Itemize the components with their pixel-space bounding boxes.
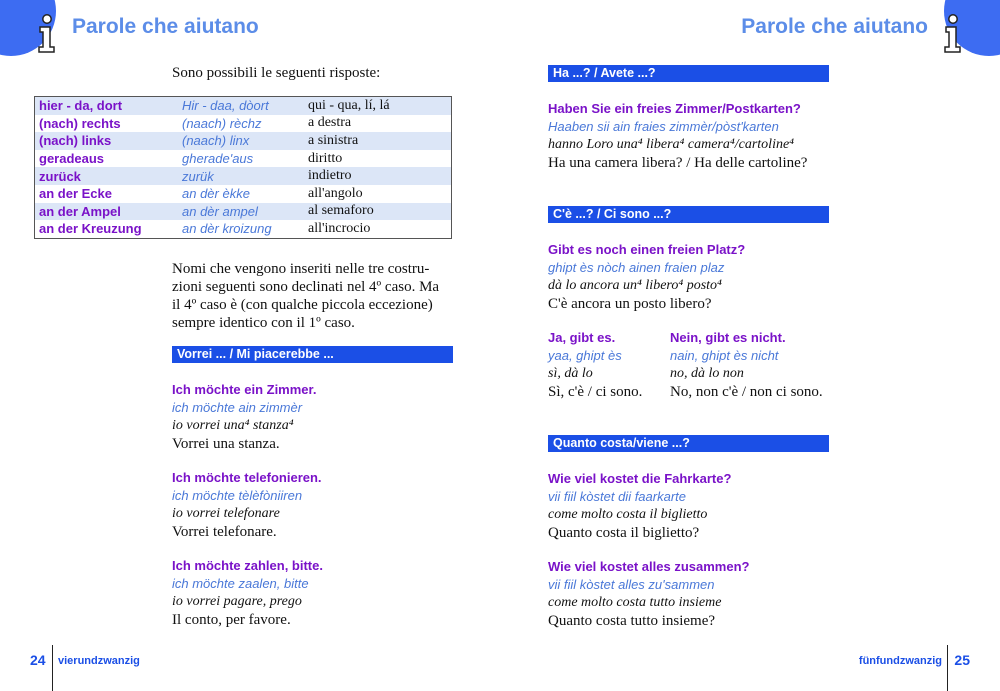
german-phrase: Ich möchte zahlen, bitte. [172,558,323,573]
german-phrase: Ich möchte telefonieren. [172,470,322,485]
table-row [35,185,452,203]
pronunciation: vii fiil kòstet dii faarkarte [548,489,686,504]
german-word: an der Ampel [35,203,179,221]
italian-word: diritto [308,150,343,166]
literal-translation: dà lo ancora un⁴ libero⁴ posto⁴ [548,278,722,293]
declension-paragraph [172,260,454,332]
german-word: hier - da, dort [35,97,179,115]
directions-table [34,96,452,239]
italian-translation: Quanto costa tutto insieme? [548,613,716,629]
table-row [35,97,452,115]
italian-translation: Vorrei una stanza. [172,436,280,452]
phrase-entry [548,470,731,542]
footer-divider-left [52,645,53,691]
italian-translation: Vorrei telefonare. [172,524,277,540]
german-word: an der Kreuzung [39,221,142,237]
german-phrase: Ich möchte ein Zimmer. [172,382,317,397]
page-number-right: 25 [954,652,970,668]
german-word: an der Ecke [39,186,112,202]
italian-word: al semaforo [304,203,452,221]
pronunciation: an dèr èkke [182,186,250,202]
phrase-entry [548,241,745,313]
page-title-left: Parole che aiutano [72,15,259,38]
german-phrase: Nein, gibt es nicht. [670,330,786,345]
pronunciation: ich möchte zaalen, bitte [172,576,309,591]
page-word-right: fünfundzwanzig [858,655,942,667]
literal-translation: io vorrei una⁴ stanza⁴ [172,418,294,433]
section-title-ci-sono: C'è ...? / Ci sono ...? [548,206,829,223]
answer-no [670,329,823,401]
pronunciation: an dèr kroizung [182,221,272,237]
italian-word: a sinistra [304,132,452,150]
paragraph-line: zioni seguenti sono declinati nel 4º caso. Ma [172,279,440,295]
table-row [35,132,452,150]
italian-translation: Ha una camera libera? / Ha delle cartoline? [548,155,808,171]
literal-translation: io vorrei pagare, prego [172,594,302,609]
italian-word: qui - qua, lí, lá [304,97,452,115]
german-word: geradeaus [39,151,105,167]
info-icon [942,14,964,54]
pronunciation: ich möchte ain zimmèr [172,400,303,415]
phrase-entry [172,381,317,453]
section-title-quanto: Quanto costa/viene ...? [548,435,829,452]
page-word-left: vierundzwanzig [58,655,140,667]
answer-yes [548,329,642,401]
italian-word: all'incrocio [308,220,371,236]
section-title-vorrei: Vorrei ... / Mi piacerebbe ... [172,346,453,363]
german-phrase: Haben Sie ein freies Zimmer/Postkarten? [548,101,801,116]
pronunciation: (naach) rèchz [182,115,262,131]
section-title-avete: Ha ...? / Avete ...? [548,65,829,82]
table-row [35,203,452,221]
pronunciation: nain, ghipt ès nicht [670,348,779,363]
pronunciation: (naach) linx [178,132,304,150]
german-phrase: Wie viel kostet die Fahrkarte? [548,471,732,486]
intro-text: Sono possibili le seguenti risposte: [172,65,381,81]
page-title-right: Parole che aiutano [741,15,928,38]
italian-translation: C'è ancora un posto libero? [548,296,712,312]
table-row [35,220,452,238]
german-phrase: Gibt es noch einen freien Platz? [548,242,746,257]
info-icon [36,14,58,54]
pronunciation: an dèr ampel [178,203,304,221]
literal-translation: sì, dà lo [548,366,593,381]
literal-translation: come molto costa tutto insieme [548,595,722,610]
literal-translation: io vorrei telefonare [172,506,280,521]
phrase-entry [172,557,323,629]
literal-translation: no, dà lo non [670,366,744,381]
pronunciation: ich möchte tèlèfòniiren [172,488,303,503]
literal-translation: hanno Loro una⁴ libera⁴ camera⁴/cartoline⁴ [548,137,795,152]
italian-word: indietro [304,167,452,185]
pronunciation: Hir - daa, dòort [178,97,304,115]
table-row [35,150,452,168]
pronunciation: vii fiil kòstet alles zu'sammen [548,577,715,592]
table-row [35,115,452,133]
pronunciation: Haaben sii ain fraies zimmèr/pòst'karten [548,119,779,134]
phrase-entry [548,100,807,172]
italian-translation: Sì, c'è / ci sono. [548,384,643,400]
paragraph-line: Nomi che vengono inseriti nelle tre costru- [172,261,430,277]
pronunciation: ghipt ès nòch ainen fraien plaz [548,260,725,275]
italian-translation: Il conto, per favore. [172,612,291,628]
italian-word: a destra [308,115,352,131]
paragraph-line: il 4º caso è (con qualche piccola eccezione) [172,297,433,313]
german-phrase: Wie viel kostet alles zusammen? [548,559,750,574]
literal-translation: come molto costa il biglietto [548,507,708,522]
italian-translation: Quanto costa il biglietto? [548,525,700,541]
paragraph-line: sempre identico con il 1º caso. [172,315,355,331]
table-row [35,167,452,185]
phrase-entry [548,558,749,630]
german-phrase: Ja, gibt es. [548,330,616,345]
phrase-entry [172,469,322,541]
pronunciation: yaa, ghipt ès [548,348,622,363]
footer-divider-right [947,645,948,691]
pronunciation: gherade'aus [182,151,254,167]
german-word: (nach) rechts [39,115,121,131]
pronunciation: zurük [178,167,304,185]
italian-word: all'angolo [308,185,363,201]
german-word: (nach) links [35,132,179,150]
page-number-left: 24 [30,652,46,668]
italian-translation: No, non c'è / non ci sono. [670,384,823,400]
german-word: zurück [35,167,179,185]
